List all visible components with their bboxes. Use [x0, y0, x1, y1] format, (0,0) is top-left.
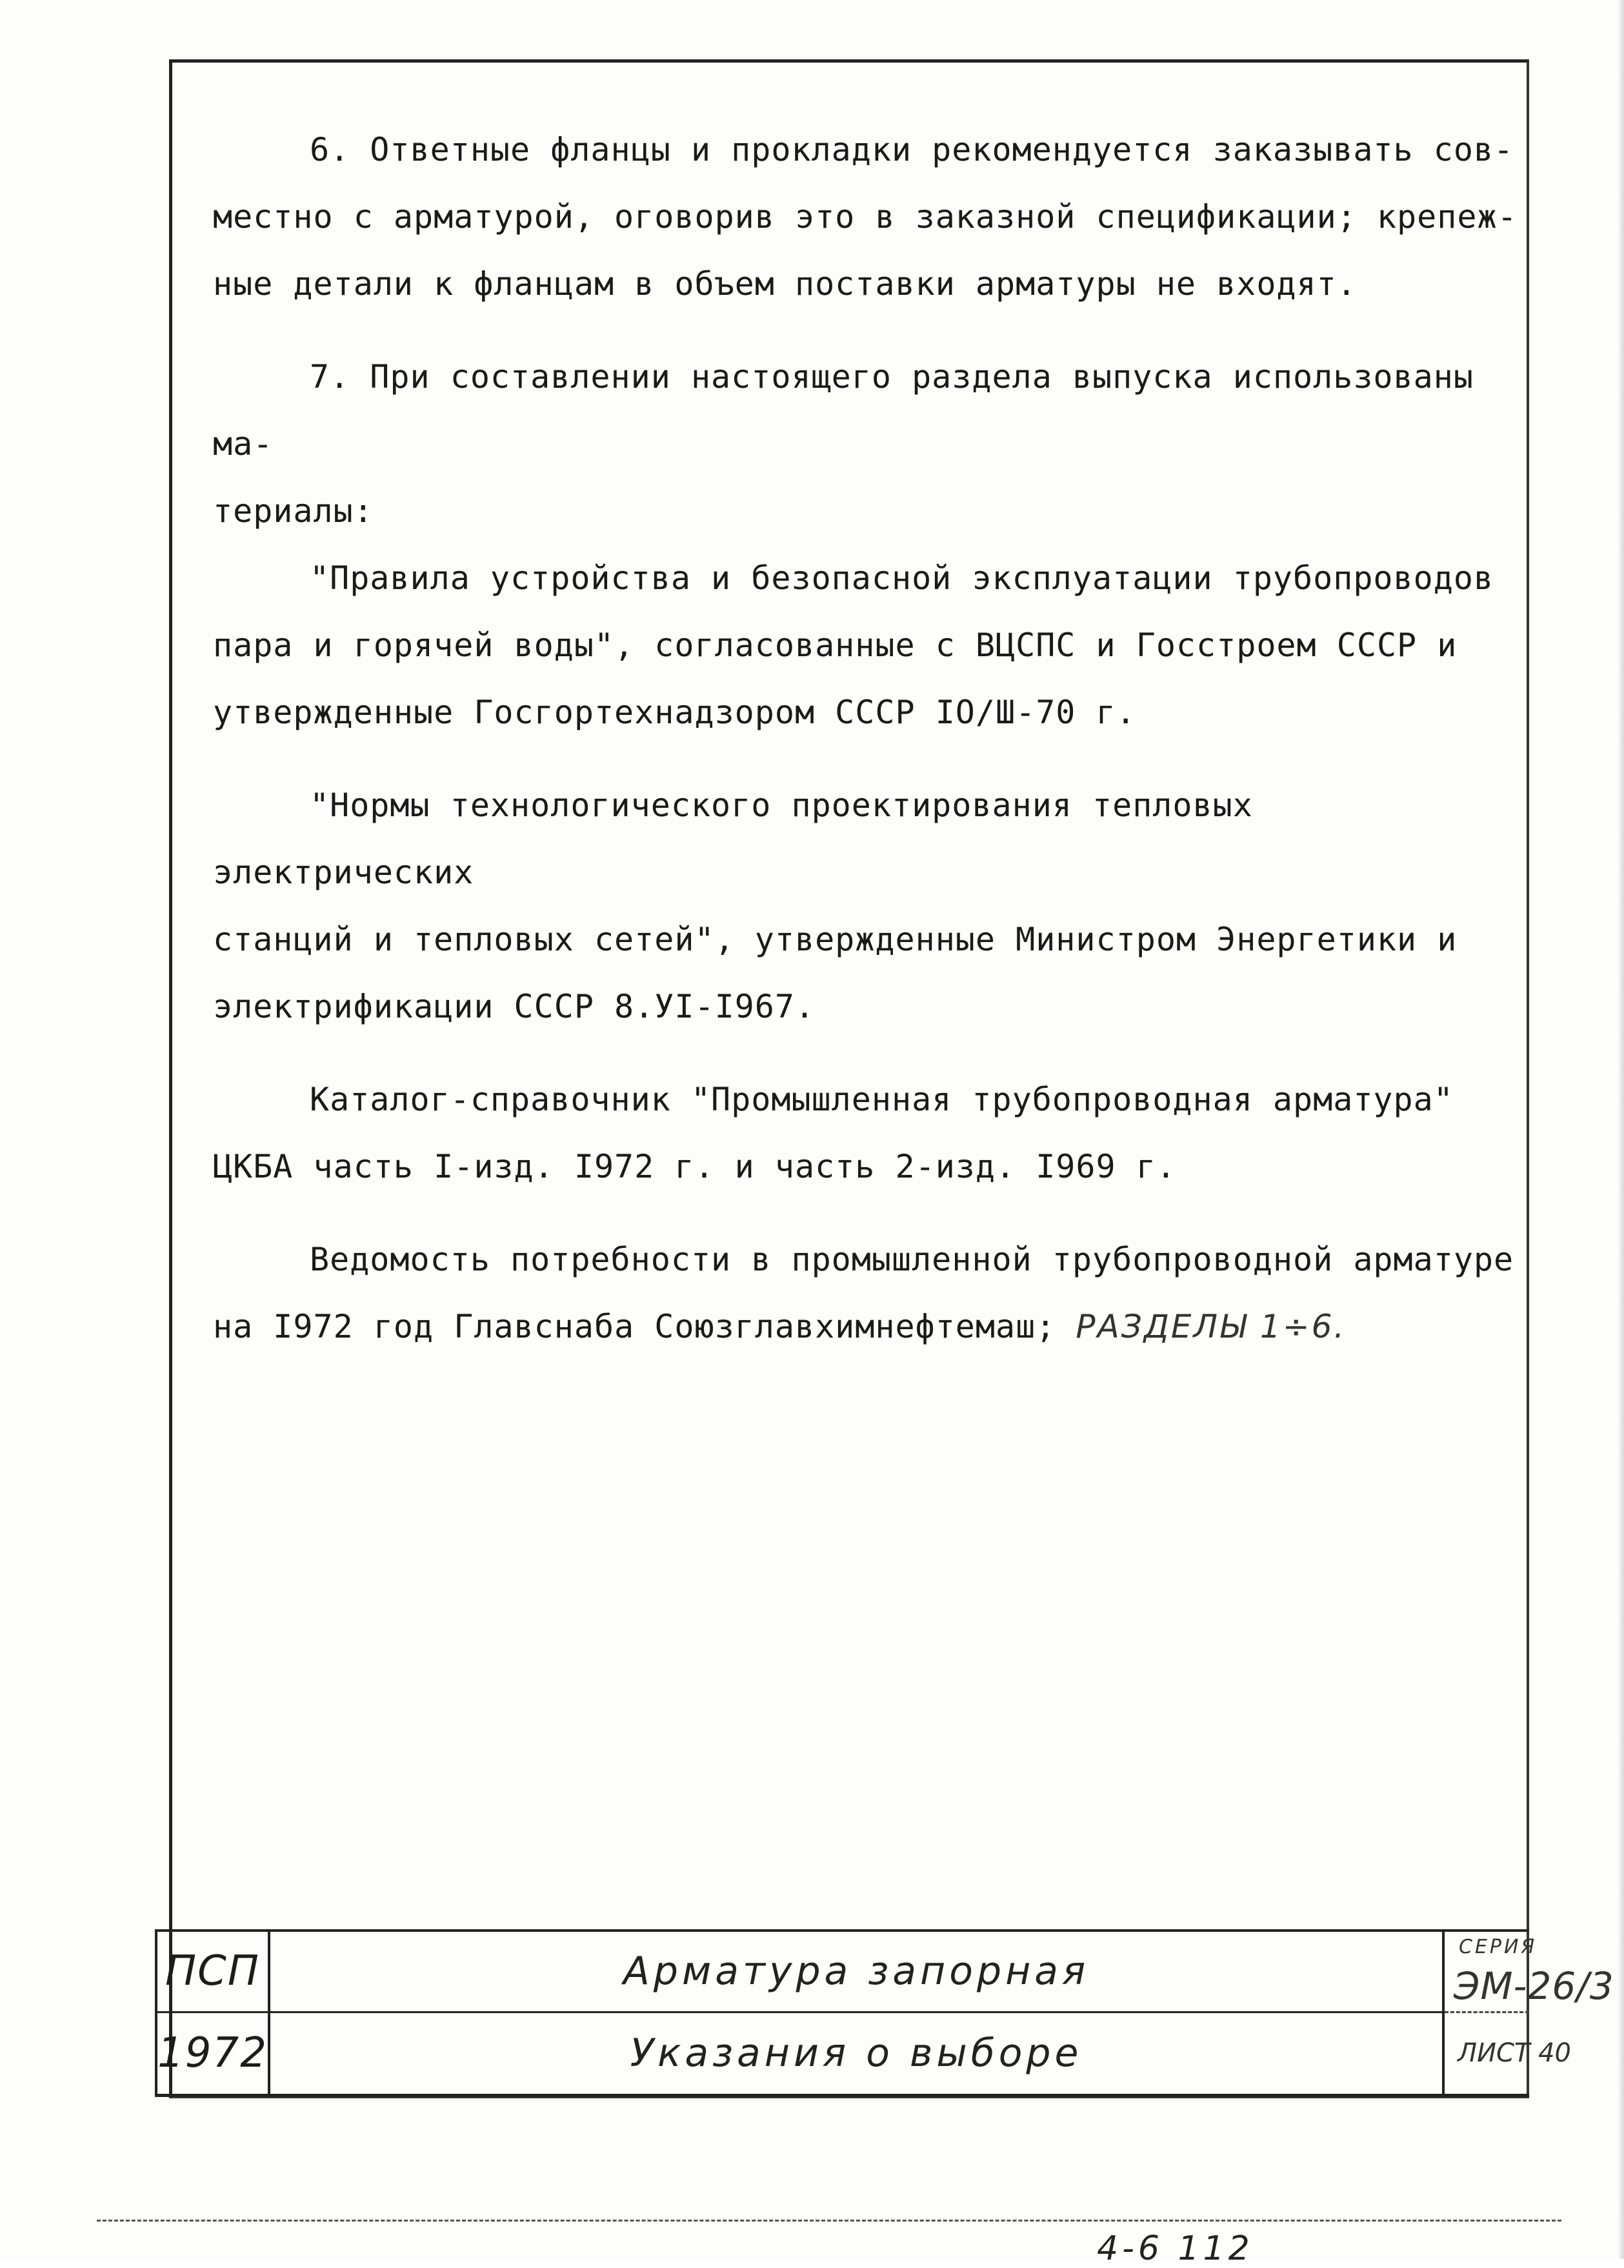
- text-line: [213, 183, 1523, 250]
- title-block-names: [270, 1932, 1445, 2094]
- text-line: [213, 973, 1523, 1040]
- text-line: [213, 679, 1523, 746]
- document-subtitle: Указания о выборе: [630, 2031, 1083, 2076]
- title-block-series: [1445, 1932, 1614, 2094]
- paragraph-item-7: [213, 343, 1523, 545]
- text-line: [213, 477, 1523, 545]
- line-text: ные детали к фланцам в объем поставки арматуры не входят.: [213, 265, 1357, 303]
- line-text: на I972 год Главснаба Союзглавхимнефтемаш;: [213, 1308, 1056, 1345]
- text-line: [213, 772, 1523, 906]
- text-line: [213, 1226, 1523, 1293]
- line-text: местно с арматурой, оговорив это в заказной спецификации; крепеж-: [213, 198, 1518, 236]
- series-cell: [1445, 1932, 1614, 2013]
- text-line: [213, 1293, 1523, 1360]
- line-text: утвержденные Госгортехнадзором СССР IO/Ш-70 г.: [213, 694, 1136, 731]
- reference-rules: [213, 545, 1523, 746]
- paragraph-item-6: [213, 116, 1523, 317]
- body-text: [213, 116, 1523, 1360]
- line-text: ЦКБА часть I-изд. I972 г. и часть 2-изд. I969 г.: [213, 1148, 1176, 1185]
- text-line: [213, 250, 1523, 317]
- series-label: СЕРИЯ: [1459, 1936, 1538, 1958]
- series-value: ЭМ-26/3: [1454, 1964, 1614, 2008]
- bottom-divider: [97, 2220, 1561, 2222]
- title-block: [155, 1929, 1614, 2097]
- line-text: электрификации СССР 8.УI-I967.: [213, 988, 816, 1025]
- scan-edge-shadow: [1618, 0, 1624, 2259]
- line-text: Ведомость потребности в промышленной трубопроводной арматуре: [310, 1241, 1514, 1278]
- org-year: 1972: [157, 2029, 268, 2078]
- line-text: 6. Ответные фланцы и прокладки рекомендуется заказывать сов-: [310, 131, 1514, 168]
- reference-statement: [213, 1226, 1523, 1360]
- line-text: пара и горячей воды", согласованные с ВЦСПС и Госстроем СССР и: [213, 627, 1458, 664]
- text-line: [213, 612, 1523, 679]
- line-text: "Нормы технологического проектирования тепловых электрических: [213, 787, 1253, 891]
- line-text: станций и тепловых сетей", утвержденные Министром Энергетики и: [213, 921, 1458, 958]
- line-text: териалы:: [213, 492, 374, 530]
- text-line: [213, 906, 1523, 973]
- text-line: [213, 1133, 1523, 1200]
- text-line: [213, 545, 1523, 612]
- reference-norms: [213, 772, 1523, 1040]
- sheet-number: ЛИСТ 40: [1458, 2038, 1571, 2069]
- footer-note: 4-6 112: [1097, 2229, 1254, 2268]
- line-text: 7. При составлении настоящего раздела выпуска использованы ма-: [213, 358, 1474, 463]
- text-line: [213, 116, 1523, 183]
- handwritten-sections-note: РАЗДЕЛЫ 1÷6.: [1076, 1308, 1347, 1345]
- reference-catalog: [213, 1066, 1523, 1200]
- org-code: ПСП: [157, 1932, 268, 2013]
- line-text: "Правила устройства и безопасной эксплуатации трубопроводов: [310, 559, 1494, 597]
- text-line: [213, 1066, 1523, 1133]
- text-line: [213, 343, 1523, 477]
- document-title: Арматура запорная: [270, 1932, 1442, 2013]
- title-block-org: [157, 1932, 270, 2094]
- line-text: Каталог-справочник "Промышленная трубопроводная арматура": [310, 1081, 1454, 1118]
